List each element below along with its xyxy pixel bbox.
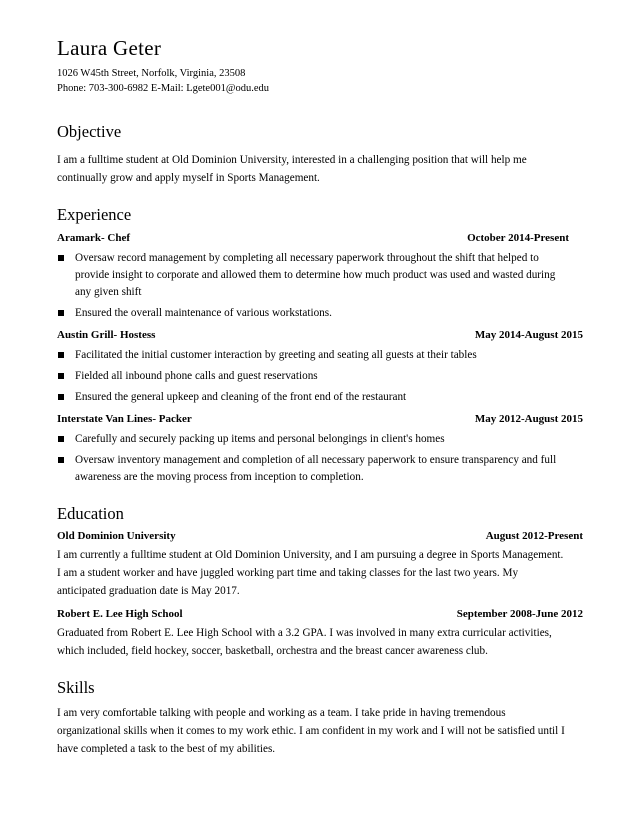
bullet-line: Ensured the overall maintenance of various workstations. <box>75 307 332 319</box>
school-line: I am a student worker and have juggled working part time and taking classes for the last two years. My <box>57 567 519 579</box>
school-name: Old Dominion University <box>57 530 176 542</box>
skills-section <box>57 678 583 758</box>
school-dates: September 2008-June 2012 <box>456 608 583 620</box>
education-section <box>57 504 583 660</box>
school-header <box>57 606 583 622</box>
bullet-item <box>57 305 583 322</box>
bullet-item <box>57 431 583 448</box>
job-bullets <box>57 347 583 406</box>
bullet-item <box>57 452 583 486</box>
objective-title: Objective <box>57 122 122 141</box>
skills-line: organizational skills when it comes to my work ethic. I am confident in my work and I will not be satisfied until I <box>57 725 565 737</box>
job-entry <box>57 327 583 343</box>
square-bullet-icon <box>58 394 64 400</box>
experience-title: Experience <box>57 205 132 224</box>
objective-line: I am a fulltime student at Old Dominion University, interested in a challenging position that will help me <box>57 154 527 166</box>
resume-page <box>57 36 583 758</box>
school-line: which included, field hockey, soccer, basketball, orchestra and the breast cancer awareness club. <box>57 645 488 657</box>
job-dates: October 2014-Present <box>467 232 569 244</box>
contact-info <box>57 66 583 96</box>
job-header <box>57 230 569 246</box>
bullet-line: Ensured the general upkeep and cleaning of the front end of the restaurant <box>75 391 407 403</box>
bullet-line: Facilitated the initial customer interaction by greeting and seating all guests at their tables <box>75 349 477 361</box>
square-bullet-icon <box>58 310 64 316</box>
job-dates: May 2012-August 2015 <box>474 413 583 425</box>
bullet-line: awareness are the moving process from inception to completion. <box>75 471 364 483</box>
job-entry <box>57 411 583 427</box>
square-bullet-icon <box>58 255 64 261</box>
skills-line: have completed a task to the best of my abilities. <box>57 743 276 755</box>
bullet-item <box>57 347 583 364</box>
person-name: Laura Geter <box>57 36 162 60</box>
bullet-line: provide insight to corporate and allowed them to determine how much product was used and wasted during <box>75 269 556 281</box>
address-line: 1026 W45th Street, Norfolk, Virginia, 23508 <box>57 68 246 79</box>
skills-title: Skills <box>57 678 95 697</box>
school-name: Robert E. Lee High School <box>57 608 183 620</box>
bullet-item <box>57 368 583 385</box>
school-line: I am currently a fulltime student at Old Dominion University, and I am pursuing a degree in Sports Management. <box>57 549 564 561</box>
square-bullet-icon <box>58 352 64 358</box>
skills-line: I am very comfortable talking with people and working as a team. I take pride in having tremendous <box>57 707 506 719</box>
resume-header <box>57 36 583 96</box>
bullet-item <box>57 250 583 301</box>
experience-section <box>57 205 583 486</box>
bullet-item <box>57 389 583 406</box>
square-bullet-icon <box>58 457 64 463</box>
education-title: Education <box>57 504 124 523</box>
school-dates: August 2012-Present <box>485 530 583 542</box>
job-title: Austin Grill- Hostess <box>57 329 156 341</box>
square-bullet-icon <box>58 373 64 379</box>
job-title: Aramark- Chef <box>57 232 131 244</box>
bullet-line: Oversaw record management by completing all necessary paperwork throughout the shift that helped to <box>75 252 539 264</box>
square-bullet-icon <box>58 436 64 442</box>
job-dates: May 2014-August 2015 <box>474 329 583 341</box>
job-bullets <box>57 250 583 322</box>
bullet-line: any given shift <box>75 286 142 298</box>
bullet-line: Oversaw inventory management and completion of all necessary paperwork to ensure transparency and full <box>75 454 557 466</box>
objective-line: continually grow and apply myself in Sports Management. <box>57 172 320 184</box>
school-entry <box>57 528 583 600</box>
job-bullets <box>57 431 583 486</box>
job-header <box>57 327 583 343</box>
school-line: anticipated graduation date is May 2017. <box>57 585 240 597</box>
school-header <box>57 528 583 544</box>
school-entry <box>57 606 583 660</box>
phone-email-line: Phone: 703-300-6982 E-Mail: Lgete001@odu.edu <box>57 83 270 94</box>
objective-section <box>57 122 583 187</box>
bullet-line: Fielded all inbound phone calls and guest reservations <box>75 370 318 382</box>
school-line: Graduated from Robert E. Lee High School with a 3.2 GPA. I was involved in many extra curricular activities, <box>57 627 552 639</box>
job-title: Interstate Van Lines- Packer <box>57 413 192 425</box>
job-entry <box>57 230 569 246</box>
bullet-line: Carefully and securely packing up items and personal belongings in client's homes <box>75 433 445 445</box>
job-header <box>57 411 583 427</box>
